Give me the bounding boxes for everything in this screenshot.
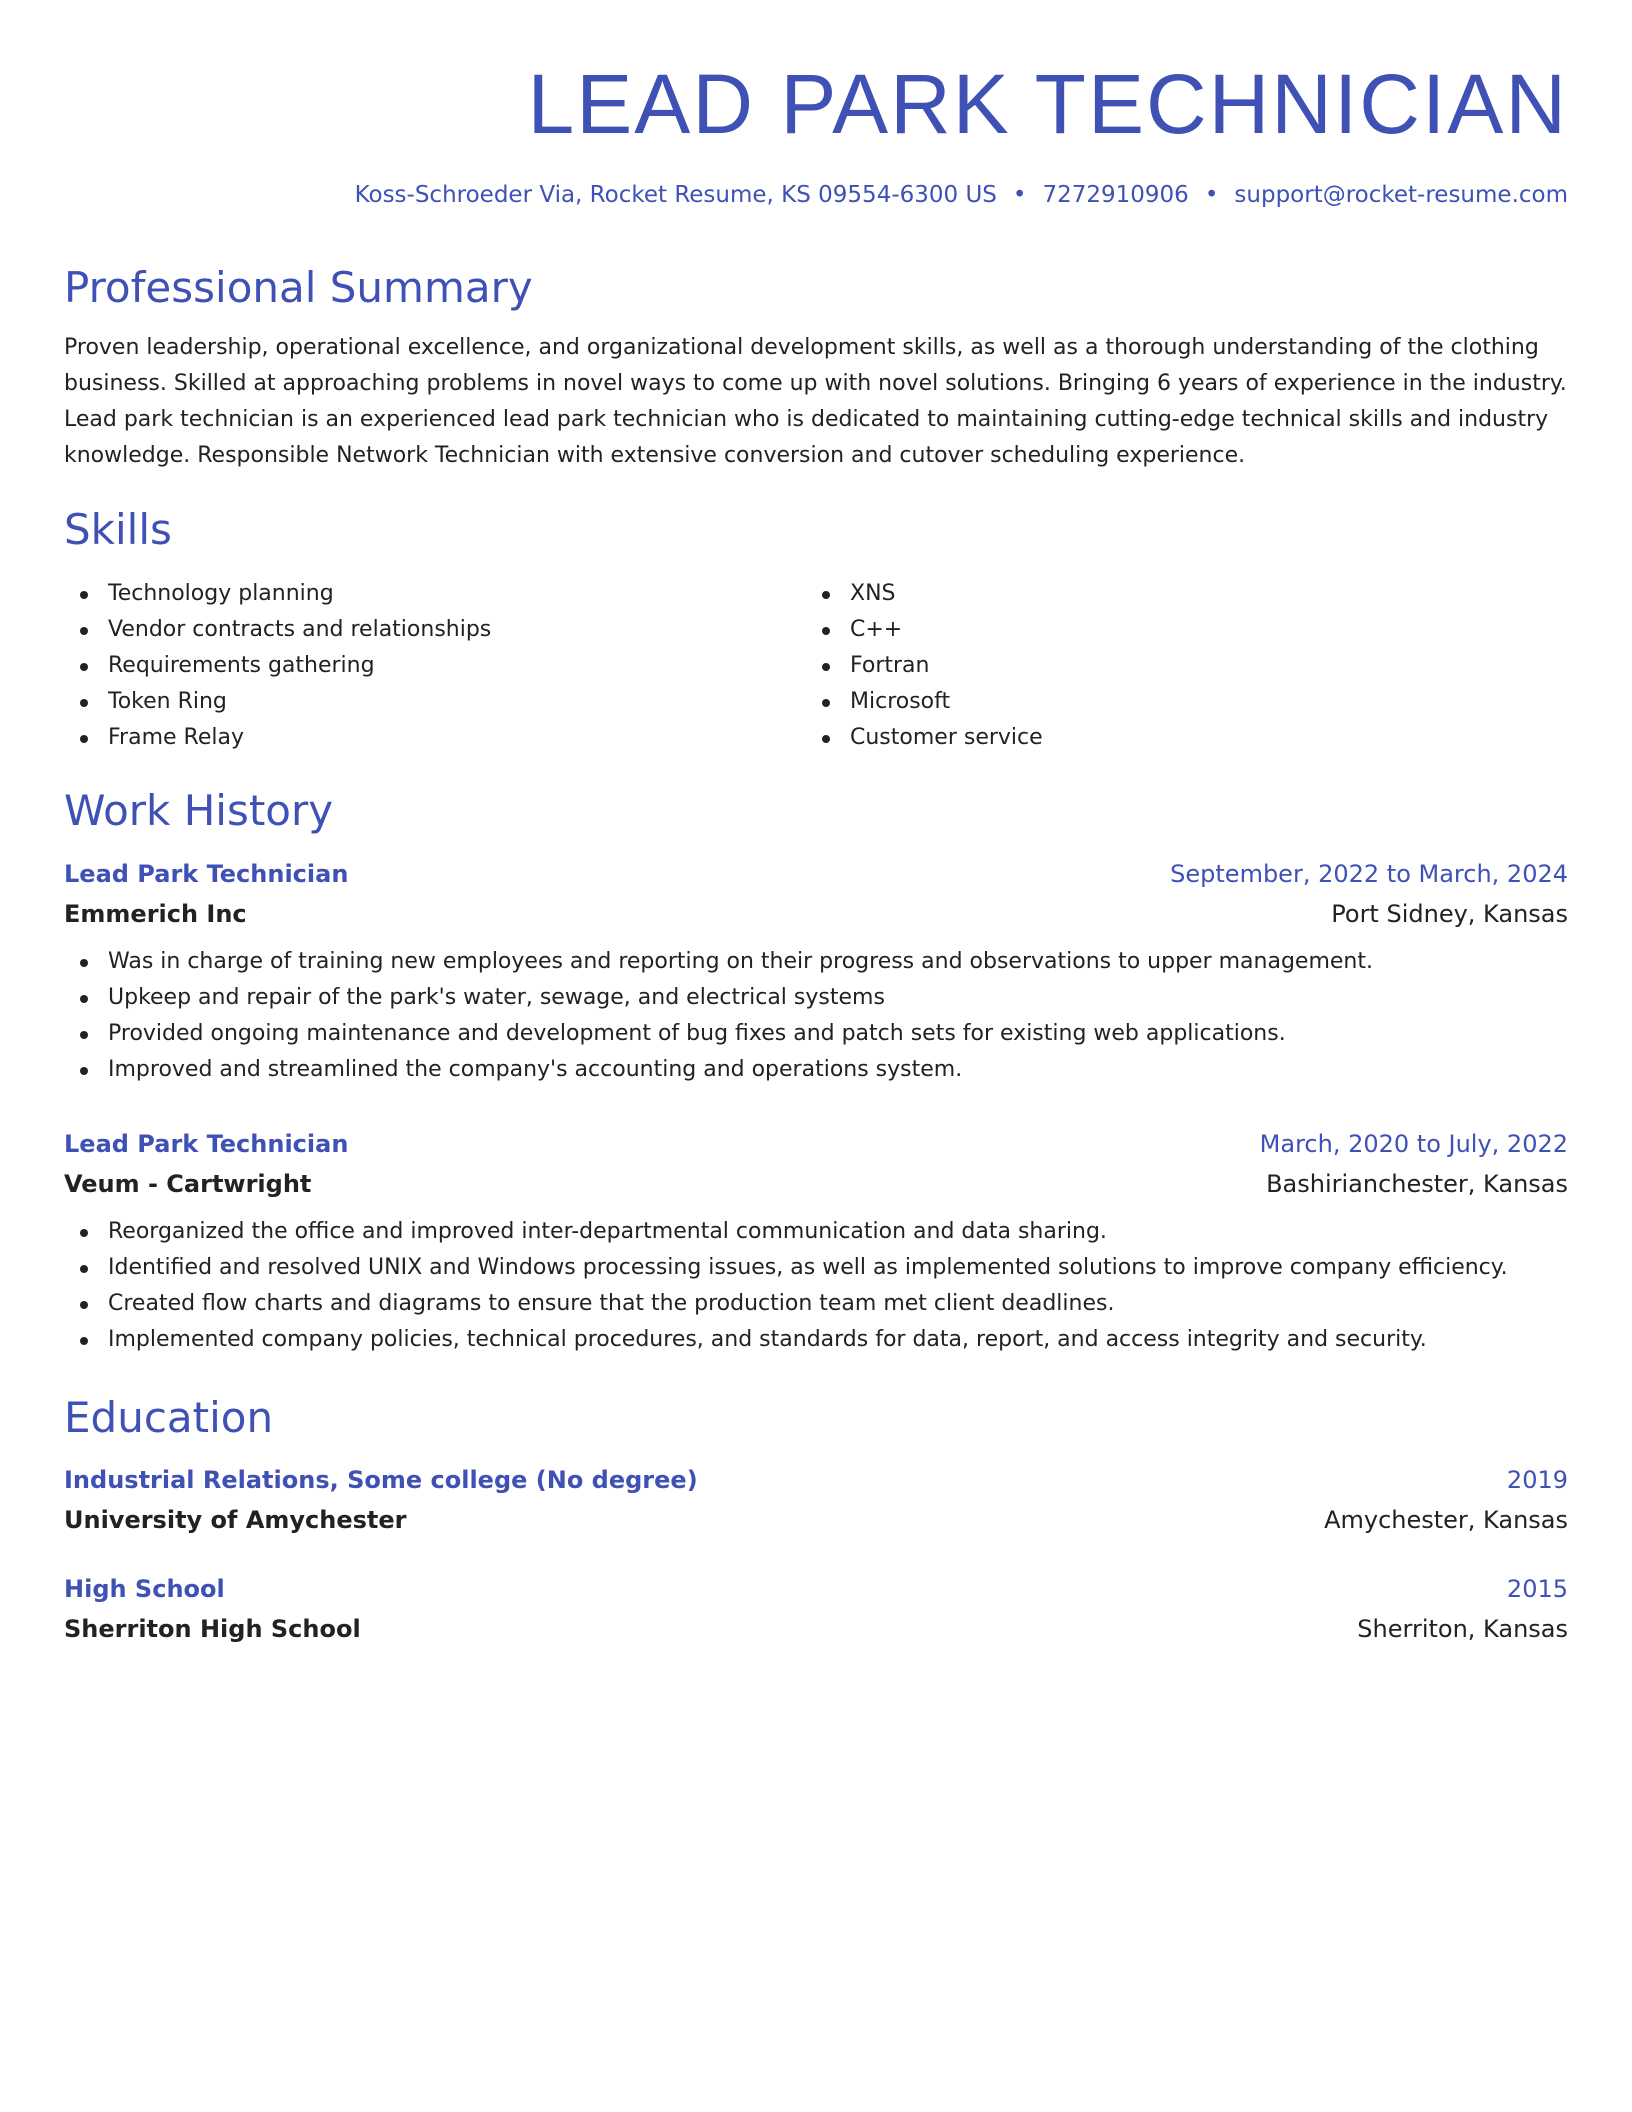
skill-item: Requirements gathering — [64, 648, 806, 684]
job-role: Lead Park Technician — [64, 1130, 349, 1158]
job-company-row — [64, 898, 1568, 930]
skills-grid — [64, 576, 1568, 756]
education-degree: High School — [64, 1575, 225, 1603]
job-bullet: Upkeep and repair of the park's water, sewage, and electrical systems — [64, 980, 1568, 1016]
job-header-row — [64, 1128, 1568, 1160]
education-degree: Industrial Relations, Some college (No degree) — [64, 1466, 698, 1494]
address: Koss-Schroeder Via, Rocket Resume, KS 09554-6300 US — [354, 182, 997, 208]
job-header-row — [64, 858, 1568, 890]
education-entry — [64, 1464, 1568, 1536]
contact-line — [355, 180, 1568, 210]
job-bullet: Was in charge of training new employees and reporting on their progress and observations to upper management. — [64, 944, 1568, 980]
job-company-row — [64, 1168, 1568, 1200]
job-bullet: Identified and resolved UNIX and Windows processing issues, as well as implemented solutions to improve company efficiency. — [64, 1250, 1568, 1286]
job-company: Veum - Cartwright — [64, 1170, 312, 1198]
skills-list-left — [64, 576, 806, 756]
contact-separator: • — [1012, 182, 1027, 208]
education-year: 2019 — [1506, 1466, 1568, 1494]
skill-item: Token Ring — [64, 684, 806, 720]
job-bullet: Reorganized the office and improved inter-departmental communication and data sharing. — [64, 1214, 1568, 1250]
education-school: University of Amychester — [64, 1506, 407, 1534]
job-location: Port Sidney, Kansas — [1331, 900, 1568, 928]
skill-item: Frame Relay — [64, 720, 806, 756]
education-year: 2015 — [1506, 1575, 1568, 1603]
job-company: Emmerich Inc — [64, 900, 247, 928]
education-heading: Education — [64, 1393, 274, 1442]
job-bullets — [64, 1214, 1568, 1358]
summary-heading: Professional Summary — [64, 263, 533, 312]
education-location: Amychester, Kansas — [1324, 1506, 1568, 1534]
skill-item: C++ — [806, 612, 1548, 648]
job-dates: March, 2020 to July, 2022 — [1259, 1130, 1568, 1158]
skill-item: Customer service — [806, 720, 1548, 756]
work-history-heading: Work History — [64, 786, 334, 835]
contact-separator: • — [1204, 182, 1219, 208]
candidate-name: LEAD PARK TECHNICIAN — [527, 57, 1568, 151]
job-dates: September, 2022 to March, 2024 — [1170, 860, 1568, 888]
job-entry — [64, 1128, 1568, 1358]
job-role: Lead Park Technician — [64, 860, 349, 888]
summary-text: Proven leadership, operational excellence, and organizational development skills, as well as a thorough understanding of the clothing business. Skilled at approaching problems in novel ways to come up with novel solutions. Bringing 6 years of experience in the industry. Lead park technician is an experienced lead park technician who is dedicated to maintaining cutting-edge technical skills and industry knowledge. Responsible Network Technician with extensive conversion and cutover scheduling experience. — [64, 335, 1567, 468]
skills-list-right — [806, 576, 1548, 756]
job-bullets — [64, 944, 1568, 1088]
education-school: Sherriton High School — [64, 1615, 361, 1643]
education-entry — [64, 1573, 1568, 1645]
job-location: Bashirianchester, Kansas — [1266, 1170, 1568, 1198]
phone: 7272910906 — [1042, 182, 1189, 208]
education-school-row — [64, 1504, 1568, 1536]
job-bullet: Implemented company policies, technical procedures, and standards for data, report, and access integrity and security. — [64, 1322, 1568, 1358]
education-header-row — [64, 1573, 1568, 1605]
skill-item: Fortran — [806, 648, 1548, 684]
education-header-row — [64, 1464, 1568, 1496]
job-entry — [64, 858, 1568, 1088]
skill-item: Technology planning — [64, 576, 806, 612]
education-location: Sherriton, Kansas — [1357, 1615, 1568, 1643]
skill-item: Vendor contracts and relationships — [64, 612, 806, 648]
skills-heading: Skills — [64, 505, 172, 554]
job-bullet: Created flow charts and diagrams to ensure that the production team met client deadlines. — [64, 1286, 1568, 1322]
job-bullet: Improved and streamlined the company's accounting and operations system. — [64, 1052, 1568, 1088]
job-bullet: Provided ongoing maintenance and development of bug fixes and patch sets for existing web applications. — [64, 1016, 1568, 1052]
skill-item: Microsoft — [806, 684, 1548, 720]
education-school-row — [64, 1613, 1568, 1645]
email-link[interactable]: support@rocket-resume.com — [1234, 182, 1568, 208]
skill-item: XNS — [806, 576, 1548, 612]
